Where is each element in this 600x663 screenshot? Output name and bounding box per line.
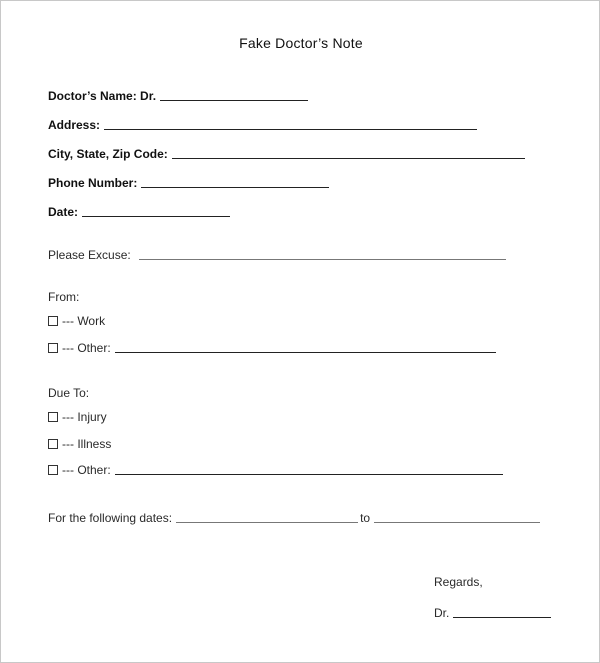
signature-blank[interactable]: [453, 617, 551, 618]
dates-row: [48, 511, 540, 525]
phone-blank[interactable]: [141, 187, 329, 188]
phone-row: [48, 176, 329, 190]
due-to-heading: Due To:: [48, 386, 90, 400]
start-date-blank[interactable]: [176, 522, 358, 523]
document-title: Fake Doctor’s Note: [239, 35, 363, 51]
regards-row: [434, 575, 483, 589]
regards-text: Regards,: [434, 575, 483, 589]
signature-prefix: Dr.: [434, 606, 450, 620]
signature-row: [434, 606, 551, 620]
dates-label: For the following dates:: [48, 511, 173, 525]
due-illness-label: --- Illness: [62, 437, 112, 451]
please-excuse-row: [48, 248, 506, 262]
please-excuse-label: Please Excuse:: [48, 248, 131, 262]
from-other-blank[interactable]: [115, 352, 496, 353]
from-work-row: [48, 314, 105, 328]
city-state-zip-row: [48, 147, 525, 161]
city-state-zip-blank[interactable]: [172, 158, 525, 159]
please-excuse-blank[interactable]: [139, 259, 506, 260]
due-other-label: --- Other:: [62, 463, 111, 477]
phone-label: Phone Number:: [48, 176, 138, 190]
dates-to-label: to: [360, 511, 371, 525]
due-other-row: [48, 463, 503, 477]
due-other-checkbox[interactable]: [48, 465, 58, 475]
from-heading-row: [48, 290, 79, 304]
from-work-checkbox[interactable]: [48, 316, 58, 326]
doctor-name-row: [48, 89, 308, 103]
date-row: [48, 205, 230, 219]
due-to-heading-row: [48, 386, 89, 400]
doctor-name-blank[interactable]: [160, 100, 308, 101]
due-illness-row: [48, 437, 111, 451]
due-injury-checkbox[interactable]: [48, 412, 58, 422]
address-blank[interactable]: [104, 129, 477, 130]
date-label: Date:: [48, 205, 79, 219]
from-other-checkbox[interactable]: [48, 343, 58, 353]
due-illness-checkbox[interactable]: [48, 439, 58, 449]
city-state-zip-label: City, State, Zip Code:: [48, 147, 168, 161]
from-work-label: --- Work: [62, 314, 106, 328]
due-injury-row: [48, 410, 107, 424]
from-other-row: [48, 341, 496, 355]
address-label: Address:: [48, 118, 101, 132]
due-injury-label: --- Injury: [62, 410, 107, 424]
due-other-blank[interactable]: [115, 474, 503, 475]
doctor-name-label: Doctor’s Name: Dr.: [48, 89, 157, 103]
end-date-blank[interactable]: [374, 522, 540, 523]
date-blank[interactable]: [82, 216, 230, 217]
from-other-label: --- Other:: [62, 341, 111, 355]
address-row: [48, 118, 477, 132]
from-heading: From:: [48, 290, 80, 304]
